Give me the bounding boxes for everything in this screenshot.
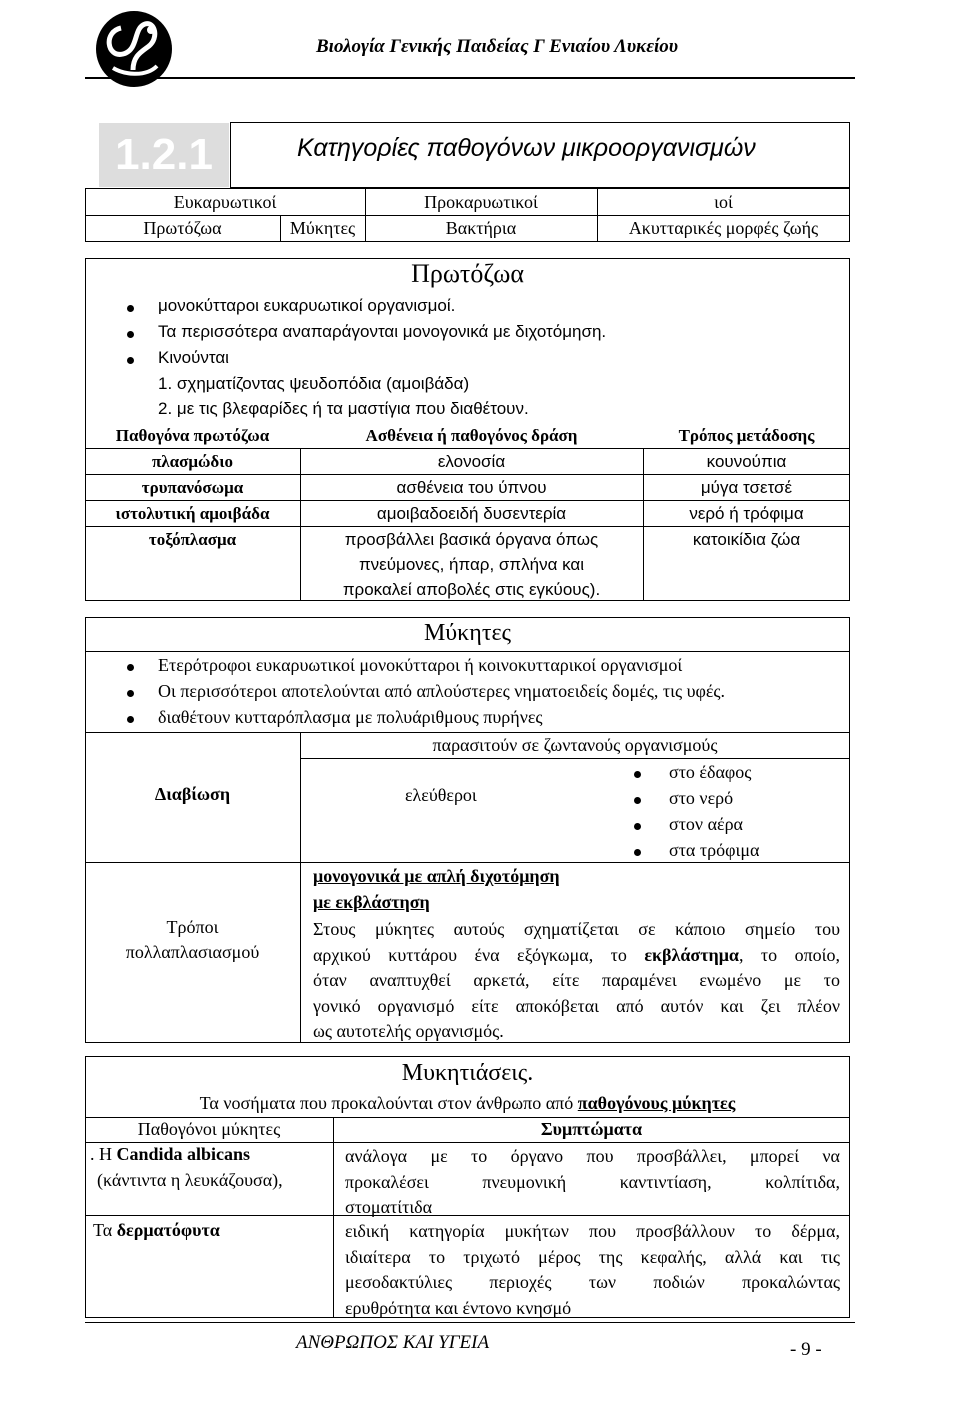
symptom-line: προκαλέσει πνευμονική καντιντίαση, κολπίτιδα, (345, 1171, 840, 1192)
table-row-disease-line: προκαλεί αποβολές στις εγκύους). (342, 580, 601, 599)
mycoses-title: Μυκητιάσεις. (401, 1060, 534, 1086)
protozoa-move-1: 1. σχηματίζοντας ψευδοπόδια (αμοιβάδα) (158, 374, 470, 393)
repro-budding: με εκβλάστηση (313, 892, 430, 912)
candida-alt-name: (κάντιντα η λευκάζουσα), (97, 1170, 283, 1190)
mycoses-intro: Τα νοσήματα που προκαλούνται στον άνθρωπο από παθογόνους μύκητες (199, 1093, 736, 1113)
candida-name: . Η Candida albicans (90, 1144, 251, 1164)
protozoa-move-2: 2. με τις βλεφαρίδες ή τα μαστίγια που διαθέτουν. (158, 399, 529, 418)
budding-line: αρχικού κυττάρου ένα εξόγκωμα, το εκβλάστημα, το οποίο, (313, 944, 840, 965)
table-row-disease: ελονοσία (437, 452, 506, 471)
footer-title: ΑΝΘΡΩΠΟΣ ΚΑΙ ΥΓΕΙΑ (296, 1332, 490, 1353)
header-title: Βιολογία Γενικής Παιδείας Γ Ενιαίου Λυκείου (316, 36, 679, 57)
mycoses-col2-header: Συμπτώματα (540, 1119, 643, 1139)
table-row-disease: ασθένεια του ύπνου (396, 478, 547, 497)
repro-label-2: πολλαπλασιασμού (125, 942, 260, 962)
free-place: στον αέρα (669, 814, 743, 834)
table-row-disease-line: πνεύμονες, ήπαρ, σπλήνα και (358, 555, 585, 574)
symptom-line: ανάλογα με το όργανο που προσβάλλει, μπορεί να (345, 1146, 840, 1166)
symptom-line: ειδική κατηγορία μυκήτων που προσβάλλουν το δέρμα, (345, 1221, 840, 1241)
budding-line: ως αυτοτελής οργανισμός. (313, 1021, 504, 1041)
protozoa-bullet-2: Τα περισσότερα αναπαράγονται μονογονικά με διχοτόμηση. (158, 322, 607, 341)
table-row-transmission: μύγα τσετσέ (700, 478, 793, 497)
table-row-pathogen: πλασμώδιο (151, 452, 234, 471)
table-row-transmission: κατοικίδια ζώα (692, 530, 801, 549)
cat-bacteria: Βακτήρια (445, 218, 517, 238)
fungi-bullet-3: διαθέτουν κυτταρόπλασμα με πολυάριθμους πυρήνες (158, 707, 543, 727)
budding-text (313, 917, 840, 1045)
free-place: στο έδαφος (669, 762, 752, 782)
dermatophytes-symptoms (345, 1219, 840, 1321)
dermatophytes-name: Τα δερματόφυτα (93, 1220, 220, 1240)
table-row-transmission: κουνούπια (706, 452, 787, 471)
protozoa-th-disease: Ασθένεια ή παθογόνος δράση (365, 426, 578, 445)
free-place: στο νερό (669, 788, 734, 808)
protozoa-title: Πρωτόζωα (411, 259, 524, 288)
cat-fungi: Μύκητες (289, 218, 356, 238)
symptom-line: μεσοδακτύλιες περιοχές των ποδιών προκαλώντας (345, 1272, 840, 1292)
footer-rule (85, 1322, 855, 1323)
free-place: στα τρόφιμα (669, 840, 760, 860)
table-row-pathogen: ιστολυτική αμοιβάδα (115, 504, 270, 523)
section-title: Κατηγορίες παθογόνων μικροοργανισμών (297, 134, 756, 162)
table-row-disease: αμοιβαδοειδή δυσεντερία (376, 504, 567, 523)
symptom-line: ερυθρότητα και έντονο κνησμό (345, 1297, 572, 1318)
living-label: Διαβίωση (154, 784, 231, 804)
budding-line: Στους μύκητες αυτούς σχηματίζεται σε κάποιο σημείο του (313, 919, 840, 939)
table-row-disease-line: προσβάλλει βασικά όργανα όπως (344, 530, 599, 549)
table-row-pathogen: τρυπανόσωμα (141, 478, 244, 497)
budding-line: όταν αναπτυχθεί αρκετά, είτε παραμένει ενωμένο με το (313, 970, 840, 990)
table-row-pathogen: τοξόπλασμα (148, 530, 237, 549)
fungi-bullet-2: Οι περισσότεροι αποτελούνται από απλούστερες νηματοειδείς δομές, τις υφές. (158, 681, 726, 701)
repro-label-1: Τρόποι (166, 917, 219, 937)
candida-symptoms (345, 1144, 840, 1221)
cat-eukaryotic: Ευκαρυωτικοί (173, 192, 277, 212)
free-text: ελεύθεροι (405, 785, 477, 805)
header-rule (85, 77, 855, 79)
section-number: 1.2.1 (99, 123, 229, 187)
symptom-line: στοματίτιδα (345, 1197, 433, 1217)
page-number: - 9 - (790, 1339, 822, 1360)
budding-line: γονικό οργανισμό είτε αποκόβεται από αυτόν και ζει πλέον (313, 995, 840, 1016)
mycoses-col1-header: Παθογόνοι μύκητες (137, 1119, 281, 1139)
cat-acellular: Ακυτταρικές μορφές ζωής (628, 218, 819, 238)
fungi-title: Μύκητες (423, 620, 512, 646)
protozoa-bullet-3: Κινούνται (158, 348, 229, 367)
protozoa-th-transmission: Τρόπος μετάδοσης (678, 426, 815, 445)
cat-protozoa: Πρωτόζωα (143, 218, 222, 238)
cat-prokaryotic: Προκαρυωτικοί (424, 192, 538, 212)
cat-viruses: ιοί (714, 192, 733, 212)
protozoa-th-pathogen: Παθογόνα πρωτόζωα (115, 426, 270, 445)
symptom-line: ιδιαίτερα το τριχωτό μέρος της κεφαλής, αλλά και τις (345, 1246, 840, 1267)
protozoa-bullet-1: μονοκύτταροι ευκαρυωτικοί οργανισμοί. (158, 296, 456, 315)
fungi-bullet-1: Ετερότροφοι ευκαρυωτικοί μονοκύτταροι ή κοινοκυτταρικοί οργανισμοί (158, 655, 683, 675)
table-row-transmission: νερό ή τρόφιμα (689, 504, 804, 523)
parasites-text: παρασιτούν σε ζωντανούς οργανισμούς (432, 735, 718, 755)
repro-binary-fission: μονογονικά με απλή διχοτόμηση (313, 866, 560, 886)
